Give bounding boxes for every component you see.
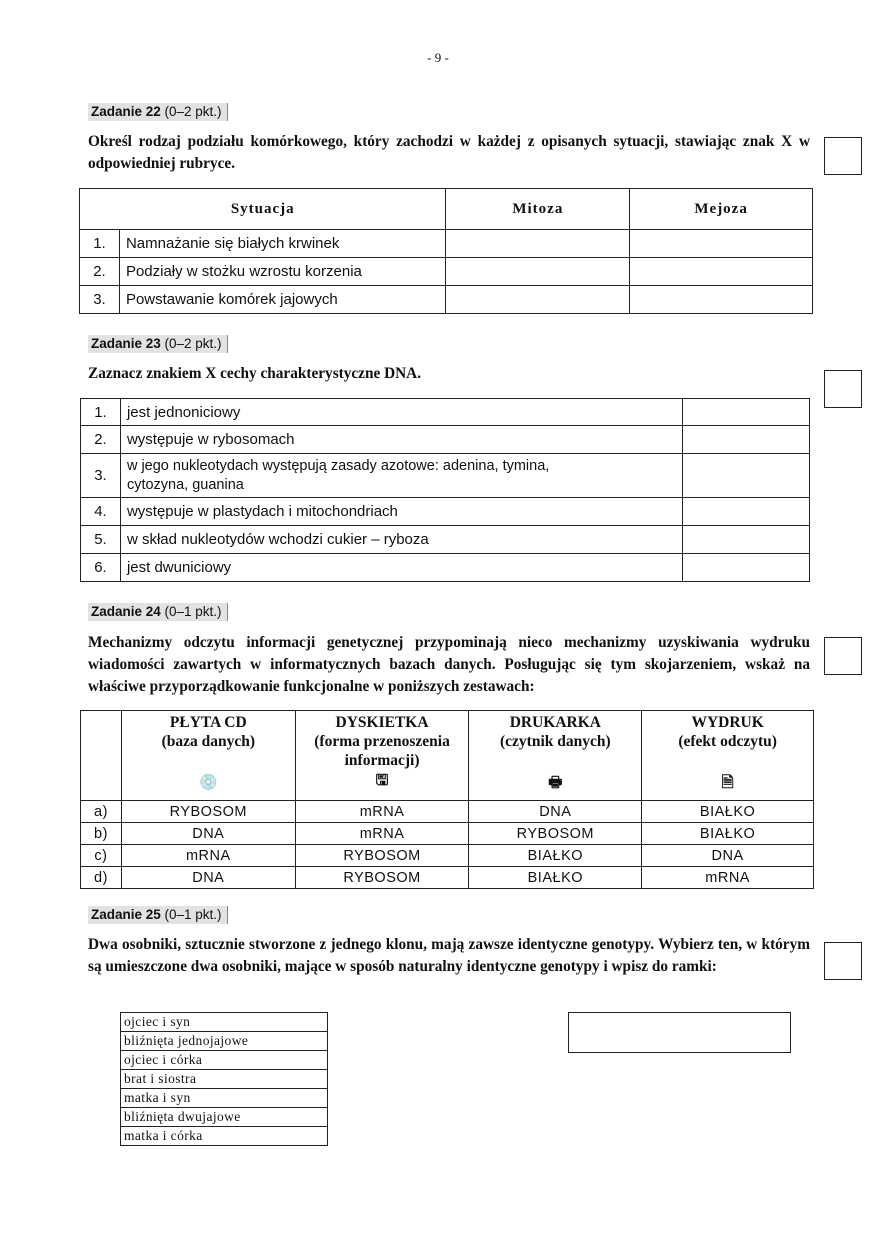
list-item — [121, 1108, 328, 1127]
row-number: 3. — [80, 286, 120, 314]
feature-text: występuje w plastydach i mitochondriach — [120, 498, 682, 526]
task22-header-meiosis: Mejoza — [630, 189, 813, 230]
list-item — [121, 1089, 328, 1108]
task22-header-situation: Sytuacja — [80, 189, 446, 230]
table-row[interactable] — [81, 867, 814, 889]
column-header-floppy — [295, 711, 469, 801]
task22-label-points: (0–2 pkt.) — [160, 104, 222, 119]
option-letter[interactable]: a) — [81, 801, 122, 823]
option-text: matka i córka — [121, 1127, 328, 1146]
row-number: 3. — [81, 454, 121, 498]
task25-answer-box[interactable] — [568, 1012, 791, 1053]
answer-cell[interactable] — [683, 498, 810, 526]
row-number: 6. — [81, 554, 121, 582]
table-cell: RYBOSOM — [469, 823, 642, 845]
table-row — [80, 258, 813, 286]
task22-label-bold: Zadanie 22 — [91, 104, 161, 119]
task23-instruction: Zaznacz znakiem X cechy charakterystyczne DNA. — [88, 365, 422, 382]
meiosis-answer-cell[interactable] — [630, 258, 813, 286]
table-cell: BIAŁKO — [469, 845, 642, 867]
mitosis-answer-cell[interactable] — [446, 286, 630, 314]
task25-score-box[interactable] — [824, 942, 862, 980]
task24-instruction: Mechanizmy odczytu informacji genetycznej przypominają nieco mechanizmy uzyskiwania wydruku wiadomości zawartych w informatycznych bazach danych. Posługując się tym skojarzeniem, wskaż na właściwe przyporządkowanie funkcjonalne w poniższych zestawach: — [88, 634, 810, 695]
table-row — [81, 498, 810, 526]
table-row — [80, 286, 813, 314]
table-cell: mRNA — [121, 845, 295, 867]
table-row[interactable] — [81, 801, 814, 823]
task23-label-bold: Zadanie 23 — [91, 336, 161, 351]
column-header-cd — [121, 711, 295, 801]
task22-header-mitosis: Mitoza — [446, 189, 630, 230]
row-number: 1. — [80, 230, 120, 258]
meiosis-answer-cell[interactable] — [630, 230, 813, 258]
table-row — [81, 526, 810, 554]
feature-text: jest jednoniciowy — [120, 399, 682, 426]
task25-label-bold: Zadanie 25 — [91, 907, 161, 922]
situation-text: Podziały w stożku wzrostu korzenia — [119, 258, 446, 286]
situation-text: Powstawanie komórek jajowych — [119, 286, 446, 314]
table-row — [81, 426, 810, 454]
task24-table — [80, 710, 814, 889]
task22-score-box[interactable] — [824, 137, 862, 175]
option-text: ojciec i syn — [121, 1013, 328, 1032]
page-number: - 9 - — [427, 50, 449, 65]
task23-table — [80, 398, 810, 582]
column-header-printer — [469, 711, 642, 801]
column-title: DYSKIETKA — [335, 714, 429, 731]
answer-cell[interactable] — [683, 526, 810, 554]
task24-score-box[interactable] — [824, 637, 862, 675]
list-item — [121, 1032, 328, 1051]
table-row — [81, 454, 810, 498]
feature-text: w skład nukleotydów wchodzi cukier – ryboza — [120, 526, 682, 554]
answer-cell[interactable] — [683, 554, 810, 582]
list-item — [121, 1070, 328, 1089]
row-number: 1. — [81, 399, 121, 426]
task23-score-box[interactable] — [824, 370, 862, 408]
table-cell: mRNA — [642, 867, 814, 889]
column-header-printout — [642, 711, 814, 801]
row-number: 2. — [80, 258, 120, 286]
table-row — [80, 230, 813, 258]
table-cell: RYBOSOM — [121, 801, 295, 823]
column-title: WYDRUK — [691, 714, 764, 731]
row-number: 5. — [81, 526, 121, 554]
task25-instruction: Dwa osobniki, sztucznie stworzone z jednego klonu, mają zawsze identyczne genotypy. Wybierz ten, w którym są umieszczone dwa osobniki, mające w sposób naturalny identyczne genotypy i wpisz do ramki: — [88, 936, 810, 975]
row-number: 4. — [81, 498, 121, 526]
option-letter[interactable]: c) — [81, 845, 122, 867]
floppy-disk-icon: 🖫 — [375, 773, 389, 789]
list-item — [121, 1013, 328, 1032]
list-item — [121, 1127, 328, 1146]
document-icon: 🗎 — [721, 775, 734, 791]
task24-label — [88, 603, 228, 621]
table-cell: mRNA — [295, 801, 469, 823]
answer-cell[interactable] — [683, 454, 810, 498]
column-title: PŁYTA CD — [169, 714, 247, 731]
option-text: bliźnięta dwujajowe — [121, 1108, 328, 1127]
table-cell: RYBOSOM — [295, 867, 469, 889]
mitosis-answer-cell[interactable] — [446, 230, 630, 258]
situation-text: Namnażanie się białych krwinek — [119, 230, 446, 258]
table-row — [81, 554, 810, 582]
option-text: matka i syn — [121, 1089, 328, 1108]
mitosis-answer-cell[interactable] — [446, 258, 630, 286]
option-text: brat i siostra — [121, 1070, 328, 1089]
column-subtitle: (czytnik danych) — [500, 733, 611, 750]
option-text: ojciec i córka — [121, 1051, 328, 1070]
task25-options-table — [120, 1012, 328, 1146]
printer-icon: 🖶 — [548, 775, 563, 791]
answer-cell[interactable] — [683, 426, 810, 454]
feature-text: występuje w rybosomach — [120, 426, 682, 454]
row-number: 2. — [81, 426, 121, 454]
task22-table — [79, 188, 813, 314]
column-subtitle: (forma przenoszenia informacji) — [314, 733, 450, 769]
table-row[interactable] — [81, 845, 814, 867]
column-subtitle: (baza danych) — [161, 733, 256, 750]
table-cell: DNA — [469, 801, 642, 823]
table-cell: RYBOSOM — [295, 845, 469, 867]
option-letter[interactable]: b) — [81, 823, 122, 845]
task24-corner-cell — [81, 711, 122, 801]
table-cell: BIAŁKO — [642, 823, 814, 845]
table-row[interactable] — [81, 823, 814, 845]
column-subtitle: (efekt odczytu) — [678, 733, 777, 750]
meiosis-answer-cell[interactable] — [630, 286, 813, 314]
table-cell: DNA — [121, 823, 295, 845]
table-cell: DNA — [121, 867, 295, 889]
table-row — [81, 399, 810, 426]
option-text: bliźnięta jednojajowe — [121, 1032, 328, 1051]
table-cell: BIAŁKO — [642, 801, 814, 823]
task25-label-points: (0–1 pkt.) — [160, 907, 222, 922]
list-item — [121, 1051, 328, 1070]
cd-icon: 💿 — [198, 775, 218, 791]
task23-label — [88, 335, 228, 353]
task25-label — [88, 906, 228, 924]
feature-text: w jego nukleotydach występują zasady azotowe: adenina, tymina, cytozyna, guanina — [120, 454, 682, 498]
table-cell: mRNA — [295, 823, 469, 845]
task24-label-points: (0–1 pkt.) — [160, 604, 222, 619]
task23-label-points: (0–2 pkt.) — [160, 336, 222, 351]
task24-label-bold: Zadanie 24 — [91, 604, 161, 619]
answer-cell[interactable] — [683, 399, 810, 426]
table-cell: DNA — [642, 845, 814, 867]
task22-instruction: Określ rodzaj podziału komórkowego, który zachodzi w każdej z opisanych sytuacji, stawiając znak X w odpowiedniej rubryce. — [88, 133, 810, 172]
column-title: DRUKARKA — [509, 714, 601, 731]
task22-label — [88, 103, 228, 121]
option-letter[interactable]: d) — [81, 867, 122, 889]
feature-text: jest dwuniciowy — [120, 554, 682, 582]
table-cell: BIAŁKO — [469, 867, 642, 889]
